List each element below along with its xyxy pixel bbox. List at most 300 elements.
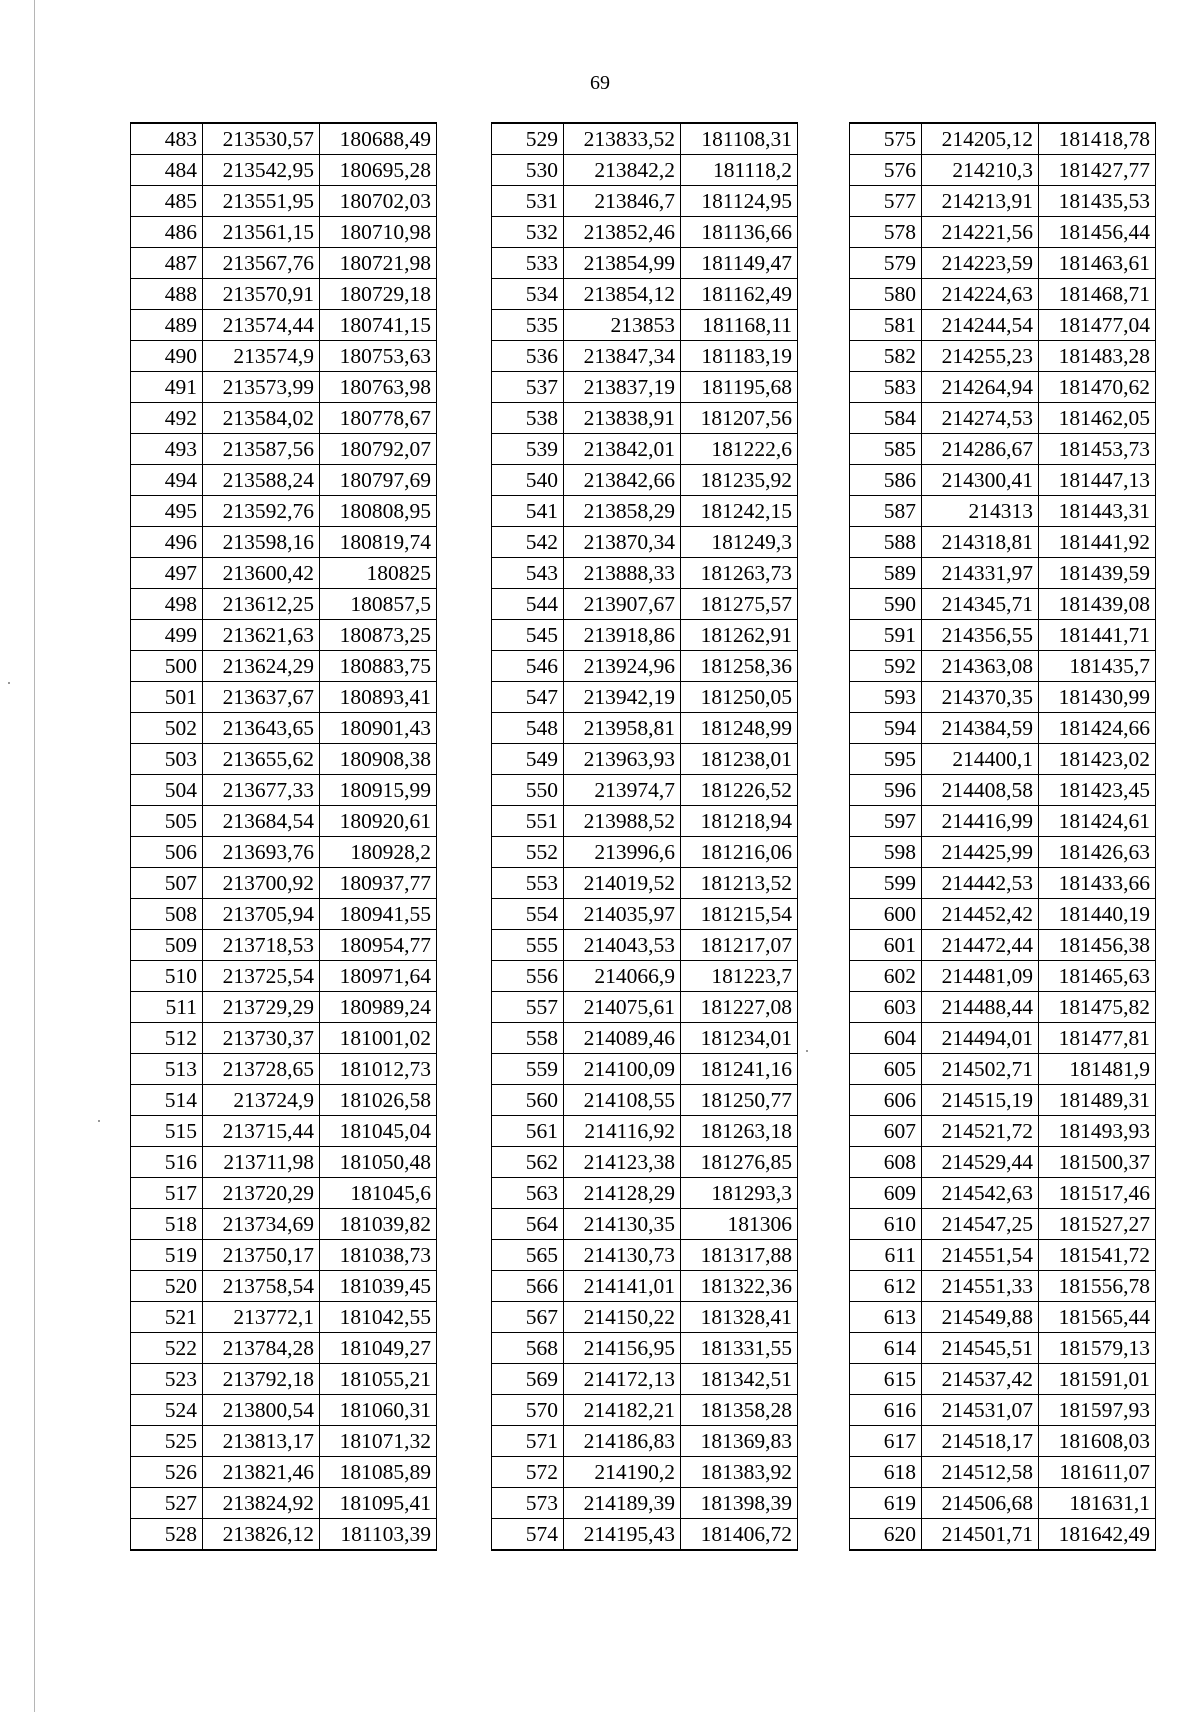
x-coordinate-cell: 213729,29 [203, 992, 320, 1023]
table-row [492, 1302, 798, 1333]
x-coordinate-cell: 213725,54 [203, 961, 320, 992]
y-coordinate-cell: 181095,41 [320, 1488, 437, 1519]
point-number-cell: 600 [850, 899, 922, 930]
table-row [131, 217, 437, 248]
y-coordinate-cell: 180721,98 [320, 248, 437, 279]
table-row [492, 837, 798, 868]
point-number-cell: 588 [850, 527, 922, 558]
point-number-cell: 589 [850, 558, 922, 589]
table-row [492, 123, 798, 155]
x-coordinate-cell: 214481,09 [922, 961, 1039, 992]
point-number-cell: 516 [131, 1147, 203, 1178]
y-coordinate-cell: 180763,98 [320, 372, 437, 403]
point-number-cell: 590 [850, 589, 922, 620]
x-coordinate-cell: 213598,16 [203, 527, 320, 558]
point-number-cell: 552 [492, 837, 564, 868]
point-number-cell: 591 [850, 620, 922, 651]
table-row [850, 279, 1156, 310]
x-coordinate-cell: 213870,34 [564, 527, 681, 558]
point-number-cell: 527 [131, 1488, 203, 1519]
x-coordinate-cell: 213958,81 [564, 713, 681, 744]
table-row [850, 1426, 1156, 1457]
table-row [850, 837, 1156, 868]
point-number-cell: 574 [492, 1519, 564, 1551]
y-coordinate-cell: 181258,36 [681, 651, 798, 682]
point-number-cell: 613 [850, 1302, 922, 1333]
point-number-cell: 561 [492, 1116, 564, 1147]
y-coordinate-cell: 181439,59 [1039, 558, 1156, 589]
point-number-cell: 578 [850, 217, 922, 248]
table-row [850, 1147, 1156, 1178]
y-coordinate-cell: 181218,94 [681, 806, 798, 837]
point-number-cell: 615 [850, 1364, 922, 1395]
table-row [131, 1302, 437, 1333]
x-coordinate-cell: 214488,44 [922, 992, 1039, 1023]
table-row [850, 713, 1156, 744]
x-coordinate-cell: 213600,42 [203, 558, 320, 589]
point-number-cell: 512 [131, 1023, 203, 1054]
y-coordinate-cell: 180792,07 [320, 434, 437, 465]
x-coordinate-cell: 213858,29 [564, 496, 681, 527]
x-coordinate-cell: 214156,95 [564, 1333, 681, 1364]
y-coordinate-cell: 181517,46 [1039, 1178, 1156, 1209]
point-number-cell: 581 [850, 310, 922, 341]
x-coordinate-cell: 214537,42 [922, 1364, 1039, 1395]
point-number-cell: 597 [850, 806, 922, 837]
x-coordinate-cell: 214186,83 [564, 1426, 681, 1457]
table-row [492, 992, 798, 1023]
table-row [131, 1116, 437, 1147]
table-row [850, 1271, 1156, 1302]
x-coordinate-cell: 213821,46 [203, 1457, 320, 1488]
x-coordinate-cell: 214130,73 [564, 1240, 681, 1271]
table-row [131, 713, 437, 744]
table-row [131, 837, 437, 868]
x-coordinate-cell: 213758,54 [203, 1271, 320, 1302]
x-coordinate-cell: 214512,58 [922, 1457, 1039, 1488]
point-number-cell: 569 [492, 1364, 564, 1395]
table-row [492, 527, 798, 558]
point-number-cell: 536 [492, 341, 564, 372]
y-coordinate-cell: 180702,03 [320, 186, 437, 217]
y-coordinate-cell: 181306 [681, 1209, 798, 1240]
table-row [850, 1333, 1156, 1364]
y-coordinate-cell: 180893,41 [320, 682, 437, 713]
point-number-cell: 494 [131, 465, 203, 496]
point-number-cell: 557 [492, 992, 564, 1023]
point-number-cell: 525 [131, 1426, 203, 1457]
table-row [850, 155, 1156, 186]
table-row [492, 868, 798, 899]
table-row [131, 496, 437, 527]
x-coordinate-cell: 214501,71 [922, 1519, 1039, 1551]
y-coordinate-cell: 181579,13 [1039, 1333, 1156, 1364]
x-coordinate-cell: 214542,63 [922, 1178, 1039, 1209]
table-row [131, 186, 437, 217]
table-row [492, 434, 798, 465]
y-coordinate-cell: 181489,31 [1039, 1085, 1156, 1116]
table-row [492, 930, 798, 961]
table-row [492, 1240, 798, 1271]
table-row [131, 310, 437, 341]
point-number-cell: 609 [850, 1178, 922, 1209]
y-coordinate-cell: 181227,08 [681, 992, 798, 1023]
point-number-cell: 548 [492, 713, 564, 744]
y-coordinate-cell: 180695,28 [320, 155, 437, 186]
x-coordinate-cell: 213800,54 [203, 1395, 320, 1426]
point-number-cell: 559 [492, 1054, 564, 1085]
table-row [131, 868, 437, 899]
x-coordinate-cell: 214408,58 [922, 775, 1039, 806]
y-coordinate-cell: 181103,39 [320, 1519, 437, 1551]
x-coordinate-cell: 213924,96 [564, 651, 681, 682]
table-row [492, 1085, 798, 1116]
table-row [850, 496, 1156, 527]
point-number-cell: 568 [492, 1333, 564, 1364]
y-coordinate-cell: 181263,73 [681, 558, 798, 589]
y-coordinate-cell: 181001,02 [320, 1023, 437, 1054]
x-coordinate-cell: 213573,99 [203, 372, 320, 403]
x-coordinate-cell: 214128,29 [564, 1178, 681, 1209]
y-coordinate-cell: 181238,01 [681, 744, 798, 775]
point-number-cell: 617 [850, 1426, 922, 1457]
y-coordinate-cell: 180778,67 [320, 403, 437, 434]
x-coordinate-cell: 214545,51 [922, 1333, 1039, 1364]
y-coordinate-cell: 181248,99 [681, 713, 798, 744]
y-coordinate-cell: 181462,05 [1039, 403, 1156, 434]
table-row [850, 899, 1156, 930]
page-number: 69 [590, 72, 610, 94]
y-coordinate-cell: 181222,6 [681, 434, 798, 465]
y-coordinate-cell: 181060,31 [320, 1395, 437, 1426]
x-coordinate-cell: 213711,98 [203, 1147, 320, 1178]
y-coordinate-cell: 181611,07 [1039, 1457, 1156, 1488]
y-coordinate-cell: 181226,52 [681, 775, 798, 806]
x-coordinate-cell: 213574,44 [203, 310, 320, 341]
point-number-cell: 540 [492, 465, 564, 496]
y-coordinate-cell: 180753,63 [320, 341, 437, 372]
table-row [492, 1023, 798, 1054]
table-row [131, 1333, 437, 1364]
table-row [850, 1240, 1156, 1271]
point-number-cell: 531 [492, 186, 564, 217]
y-coordinate-cell: 181383,92 [681, 1457, 798, 1488]
table-row [492, 372, 798, 403]
point-number-cell: 549 [492, 744, 564, 775]
x-coordinate-cell: 213750,17 [203, 1240, 320, 1271]
y-coordinate-cell: 181426,63 [1039, 837, 1156, 868]
table-row [850, 651, 1156, 682]
point-number-cell: 518 [131, 1209, 203, 1240]
x-coordinate-cell: 214182,21 [564, 1395, 681, 1426]
x-coordinate-cell: 213996,6 [564, 837, 681, 868]
y-coordinate-cell: 181493,93 [1039, 1116, 1156, 1147]
point-number-cell: 488 [131, 279, 203, 310]
y-coordinate-cell: 181136,66 [681, 217, 798, 248]
table-row [850, 775, 1156, 806]
x-coordinate-cell: 214075,61 [564, 992, 681, 1023]
point-number-cell: 523 [131, 1364, 203, 1395]
point-number-cell: 577 [850, 186, 922, 217]
x-coordinate-cell: 214224,63 [922, 279, 1039, 310]
x-coordinate-cell: 214515,19 [922, 1085, 1039, 1116]
x-coordinate-cell: 214551,33 [922, 1271, 1039, 1302]
y-coordinate-cell: 181342,51 [681, 1364, 798, 1395]
x-coordinate-cell: 214318,81 [922, 527, 1039, 558]
point-number-cell: 605 [850, 1054, 922, 1085]
table-row [131, 899, 437, 930]
table-row [492, 682, 798, 713]
y-coordinate-cell: 181423,02 [1039, 744, 1156, 775]
x-coordinate-cell: 214221,56 [922, 217, 1039, 248]
table-row [131, 589, 437, 620]
y-coordinate-cell: 181293,3 [681, 1178, 798, 1209]
x-coordinate-cell: 213584,02 [203, 403, 320, 434]
x-coordinate-cell: 214442,53 [922, 868, 1039, 899]
x-coordinate-cell: 214518,17 [922, 1426, 1039, 1457]
y-coordinate-cell: 180971,64 [320, 961, 437, 992]
y-coordinate-cell: 181085,89 [320, 1457, 437, 1488]
point-number-cell: 529 [492, 123, 564, 155]
table-row [131, 123, 437, 155]
x-coordinate-cell: 213567,76 [203, 248, 320, 279]
table-row [492, 744, 798, 775]
point-number-cell: 579 [850, 248, 922, 279]
table-row [850, 930, 1156, 961]
table-row [492, 1488, 798, 1519]
point-number-cell: 502 [131, 713, 203, 744]
point-number-cell: 545 [492, 620, 564, 651]
x-coordinate-cell: 213842,66 [564, 465, 681, 496]
y-coordinate-cell: 181435,53 [1039, 186, 1156, 217]
x-coordinate-cell: 214130,35 [564, 1209, 681, 1240]
x-coordinate-cell: 213854,12 [564, 279, 681, 310]
y-coordinate-cell: 181481,9 [1039, 1054, 1156, 1085]
table-row [850, 806, 1156, 837]
point-number-cell: 486 [131, 217, 203, 248]
point-number-cell: 498 [131, 589, 203, 620]
point-number-cell: 484 [131, 155, 203, 186]
x-coordinate-cell: 213637,67 [203, 682, 320, 713]
table-row [492, 248, 798, 279]
x-coordinate-cell: 214195,43 [564, 1519, 681, 1551]
y-coordinate-cell: 180741,15 [320, 310, 437, 341]
x-coordinate-cell: 214141,01 [564, 1271, 681, 1302]
table-row [131, 1519, 437, 1551]
y-coordinate-cell: 180819,74 [320, 527, 437, 558]
x-coordinate-cell: 213918,86 [564, 620, 681, 651]
y-coordinate-cell: 181168,11 [681, 310, 798, 341]
point-number-cell: 503 [131, 744, 203, 775]
point-number-cell: 517 [131, 1178, 203, 1209]
table-row [492, 1364, 798, 1395]
y-coordinate-cell: 181358,28 [681, 1395, 798, 1426]
point-number-cell: 593 [850, 682, 922, 713]
table-row [131, 341, 437, 372]
x-coordinate-cell: 213853 [564, 310, 681, 341]
table-row [131, 744, 437, 775]
table-row [850, 620, 1156, 651]
y-coordinate-cell: 181541,72 [1039, 1240, 1156, 1271]
table-row [492, 1178, 798, 1209]
y-coordinate-cell: 180908,38 [320, 744, 437, 775]
y-coordinate-cell: 181149,47 [681, 248, 798, 279]
x-coordinate-cell: 213612,25 [203, 589, 320, 620]
y-coordinate-cell: 181241,16 [681, 1054, 798, 1085]
point-number-cell: 614 [850, 1333, 922, 1364]
table-row [492, 186, 798, 217]
table-row [131, 961, 437, 992]
table-row [850, 744, 1156, 775]
x-coordinate-cell: 214274,53 [922, 403, 1039, 434]
y-coordinate-cell: 181440,19 [1039, 899, 1156, 930]
x-coordinate-cell: 213907,67 [564, 589, 681, 620]
x-coordinate-cell: 213824,92 [203, 1488, 320, 1519]
table-row [131, 434, 437, 465]
x-coordinate-cell: 214100,09 [564, 1054, 681, 1085]
x-coordinate-cell: 213837,19 [564, 372, 681, 403]
y-coordinate-cell: 181430,99 [1039, 682, 1156, 713]
y-coordinate-cell: 181071,32 [320, 1426, 437, 1457]
point-number-cell: 500 [131, 651, 203, 682]
point-number-cell: 514 [131, 1085, 203, 1116]
x-coordinate-cell: 214549,88 [922, 1302, 1039, 1333]
point-number-cell: 553 [492, 868, 564, 899]
table-row [850, 1085, 1156, 1116]
table-row [492, 1271, 798, 1302]
point-number-cell: 530 [492, 155, 564, 186]
table-row [492, 1426, 798, 1457]
y-coordinate-cell: 181317,88 [681, 1240, 798, 1271]
x-coordinate-cell: 214244,54 [922, 310, 1039, 341]
x-coordinate-cell: 213693,76 [203, 837, 320, 868]
point-number-cell: 537 [492, 372, 564, 403]
y-coordinate-cell: 181456,38 [1039, 930, 1156, 961]
point-number-cell: 575 [850, 123, 922, 155]
y-coordinate-cell: 181250,77 [681, 1085, 798, 1116]
point-number-cell: 487 [131, 248, 203, 279]
y-coordinate-cell: 181038,73 [320, 1240, 437, 1271]
x-coordinate-cell: 213730,37 [203, 1023, 320, 1054]
x-coordinate-cell: 213734,69 [203, 1209, 320, 1240]
table-row [131, 1240, 437, 1271]
y-coordinate-cell: 181424,66 [1039, 713, 1156, 744]
table-row [492, 1147, 798, 1178]
table-row [850, 1364, 1156, 1395]
table-row [492, 806, 798, 837]
table-row [131, 155, 437, 186]
table-row [131, 1209, 437, 1240]
point-number-cell: 560 [492, 1085, 564, 1116]
table-row [131, 1364, 437, 1395]
table-row [850, 1023, 1156, 1054]
x-coordinate-cell: 214551,54 [922, 1240, 1039, 1271]
y-coordinate-cell: 181050,48 [320, 1147, 437, 1178]
y-coordinate-cell: 181398,39 [681, 1488, 798, 1519]
y-coordinate-cell: 181439,08 [1039, 589, 1156, 620]
point-number-cell: 511 [131, 992, 203, 1023]
x-coordinate-cell: 213561,15 [203, 217, 320, 248]
table-row [131, 1147, 437, 1178]
table-row [850, 682, 1156, 713]
y-coordinate-cell: 181456,44 [1039, 217, 1156, 248]
x-coordinate-cell: 214043,53 [564, 930, 681, 961]
x-coordinate-cell: 213728,65 [203, 1054, 320, 1085]
x-coordinate-cell: 213542,95 [203, 155, 320, 186]
x-coordinate-cell: 213592,76 [203, 496, 320, 527]
x-coordinate-cell: 214502,71 [922, 1054, 1039, 1085]
point-number-cell: 607 [850, 1116, 922, 1147]
x-coordinate-cell: 213838,91 [564, 403, 681, 434]
table-row [131, 775, 437, 806]
point-number-cell: 539 [492, 434, 564, 465]
x-coordinate-cell: 213624,29 [203, 651, 320, 682]
scan-speck [8, 682, 10, 684]
x-coordinate-cell: 214370,35 [922, 682, 1039, 713]
x-coordinate-cell: 214400,1 [922, 744, 1039, 775]
y-coordinate-cell: 181215,54 [681, 899, 798, 930]
y-coordinate-cell: 181108,31 [681, 123, 798, 155]
y-coordinate-cell: 181500,37 [1039, 1147, 1156, 1178]
table-row [492, 155, 798, 186]
point-number-cell: 584 [850, 403, 922, 434]
table-row [492, 1395, 798, 1426]
y-coordinate-cell: 181468,71 [1039, 279, 1156, 310]
table-row [492, 1333, 798, 1364]
point-number-cell: 582 [850, 341, 922, 372]
x-coordinate-cell: 214223,59 [922, 248, 1039, 279]
table-row [492, 1457, 798, 1488]
point-number-cell: 604 [850, 1023, 922, 1054]
table-row [850, 527, 1156, 558]
x-coordinate-cell: 213530,57 [203, 123, 320, 155]
table-row [131, 620, 437, 651]
y-coordinate-cell: 181470,62 [1039, 372, 1156, 403]
x-coordinate-cell: 214255,23 [922, 341, 1039, 372]
x-coordinate-cell: 213677,33 [203, 775, 320, 806]
table-row [492, 713, 798, 744]
y-coordinate-cell: 181045,04 [320, 1116, 437, 1147]
x-coordinate-cell: 214108,55 [564, 1085, 681, 1116]
y-coordinate-cell: 180883,75 [320, 651, 437, 682]
table-row [131, 806, 437, 837]
y-coordinate-cell: 180941,55 [320, 899, 437, 930]
table-row [850, 961, 1156, 992]
y-coordinate-cell: 181477,81 [1039, 1023, 1156, 1054]
table-row [131, 1395, 437, 1426]
scan-speck [98, 1120, 100, 1122]
point-number-cell: 558 [492, 1023, 564, 1054]
point-number-cell: 533 [492, 248, 564, 279]
point-number-cell: 620 [850, 1519, 922, 1551]
table-row [131, 279, 437, 310]
table-row [850, 1054, 1156, 1085]
table-row [492, 620, 798, 651]
y-coordinate-cell: 180954,77 [320, 930, 437, 961]
x-coordinate-cell: 213655,62 [203, 744, 320, 775]
point-number-cell: 501 [131, 682, 203, 713]
y-coordinate-cell: 181369,83 [681, 1426, 798, 1457]
x-coordinate-cell: 214190,2 [564, 1457, 681, 1488]
y-coordinate-cell: 181424,61 [1039, 806, 1156, 837]
x-coordinate-cell: 214506,68 [922, 1488, 1039, 1519]
y-coordinate-cell: 180901,43 [320, 713, 437, 744]
y-coordinate-cell: 181453,73 [1039, 434, 1156, 465]
y-coordinate-cell: 181331,55 [681, 1333, 798, 1364]
y-coordinate-cell: 181213,52 [681, 868, 798, 899]
table-row [131, 248, 437, 279]
y-coordinate-cell: 181527,27 [1039, 1209, 1156, 1240]
